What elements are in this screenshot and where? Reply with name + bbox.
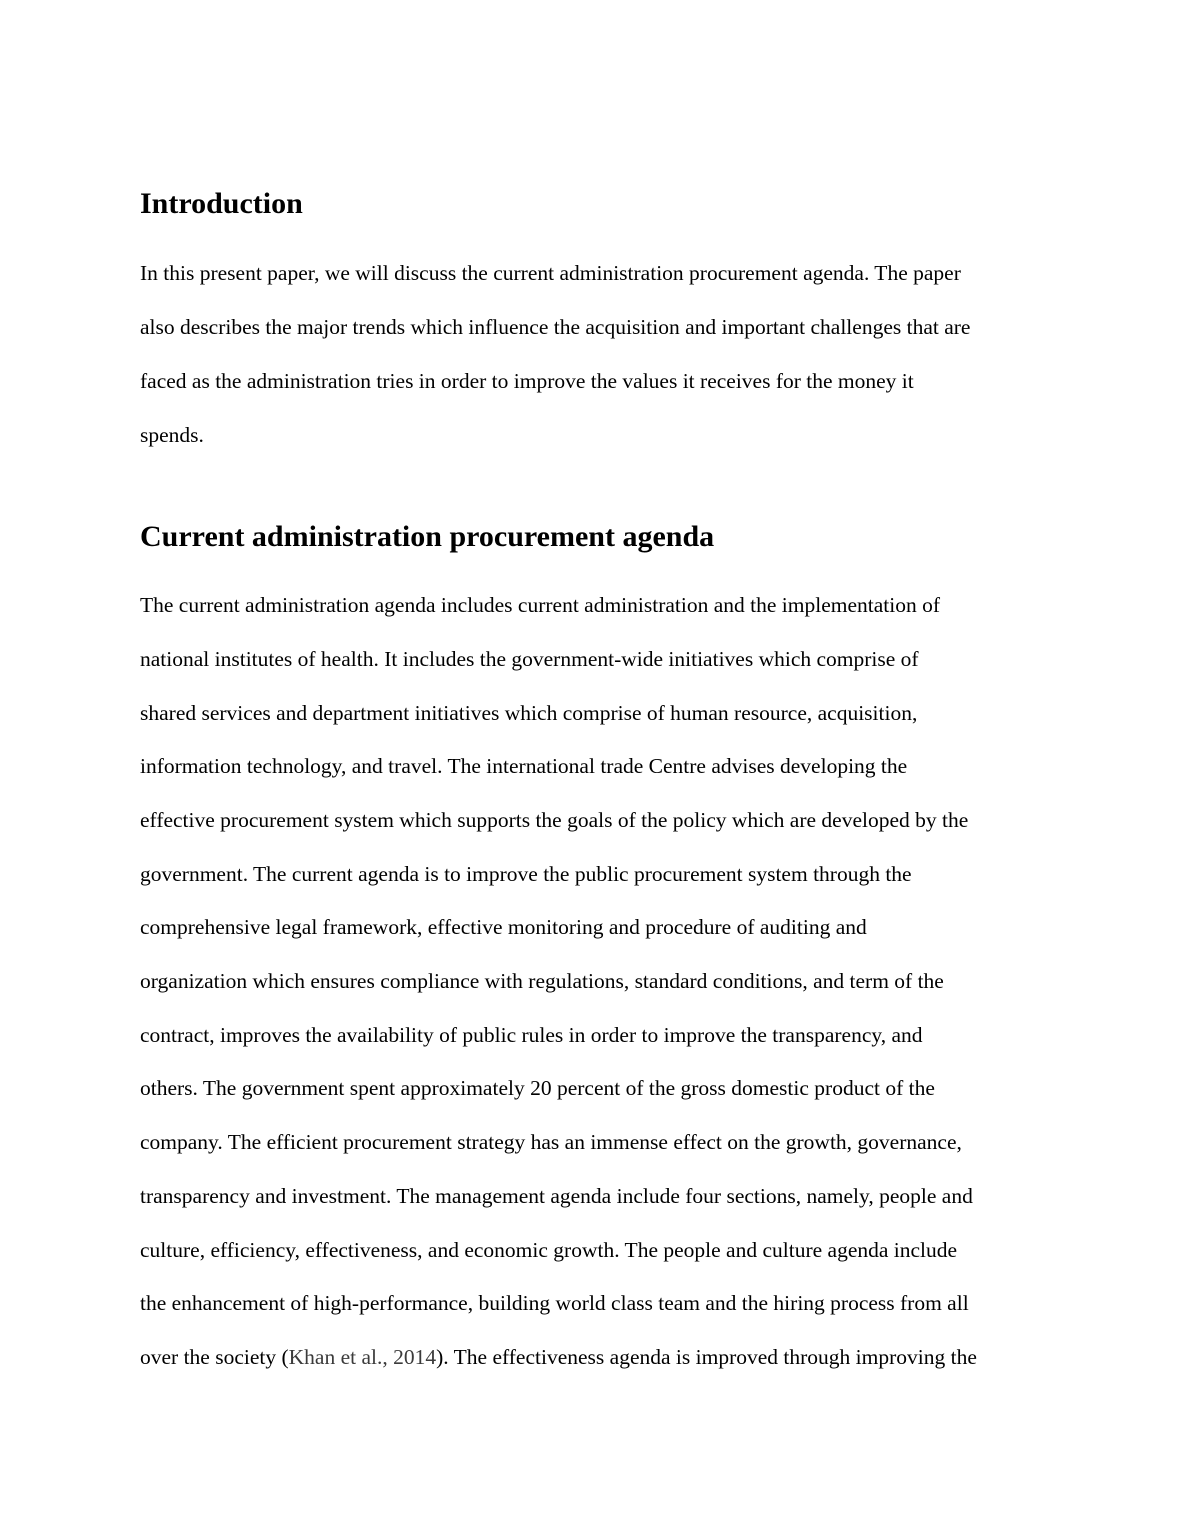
paragraph-line-with-citation xyxy=(140,1343,977,1371)
paragraph-line: the enhancement of high-performance, building world class team and the hiring process from all xyxy=(140,1291,969,1315)
paragraph-line: company. The efficient procurement strategy has an immense effect on the growth, governance, xyxy=(140,1130,962,1154)
paragraph-line: effective procurement system which supports the goals of the policy which are developed by the xyxy=(140,808,969,832)
line-text-before-citation: over the society ( xyxy=(140,1345,289,1369)
paragraph-line: also describes the major trends which influence the acquisition and important challenges that are xyxy=(140,315,971,339)
line-text-after-citation: ). The effectiveness agenda is improved through improving the xyxy=(436,1345,977,1369)
section-heading-introduction: Introduction xyxy=(140,187,303,220)
paragraph-line: shared services and department initiatives which comprise of human resource, acquisition, xyxy=(140,701,918,725)
paragraph-line: national institutes of health. It includes the government-wide initiatives which comprise of xyxy=(140,647,919,671)
paragraph-line: government. The current agenda is to improve the public procurement system through the xyxy=(140,862,912,886)
paragraph-line: contract, improves the availability of public rules in order to improve the transparency, and xyxy=(140,1023,923,1047)
paragraph-line: others. The government spent approximately 20 percent of the gross domestic product of the xyxy=(140,1076,935,1100)
section-heading-procurement-agenda: Current administration procurement agenda xyxy=(140,520,715,553)
paragraph-line: comprehensive legal framework, effective monitoring and procedure of auditing and xyxy=(140,915,867,939)
paragraph-line: transparency and investment. The management agenda include four sections, namely, people and xyxy=(140,1184,973,1208)
citation-link[interactable]: Khan et al., 2014 xyxy=(288,1345,437,1369)
paragraph-line: culture, efficiency, effectiveness, and economic growth. The people and culture agenda include xyxy=(140,1238,958,1262)
paragraph-line: The current administration agenda includes current administration and the implementation of xyxy=(140,593,941,617)
paragraph-line: organization which ensures compliance with regulations, standard conditions, and term of the xyxy=(140,969,944,993)
paragraph-line: spends. xyxy=(140,423,204,447)
paragraph-line: In this present paper, we will discuss the current administration procurement agenda. The paper xyxy=(140,261,961,285)
paragraph-line: information technology, and travel. The international trade Centre advises developing the xyxy=(140,754,908,778)
paragraph-line: faced as the administration tries in order to improve the values it receives for the money it xyxy=(140,369,914,393)
